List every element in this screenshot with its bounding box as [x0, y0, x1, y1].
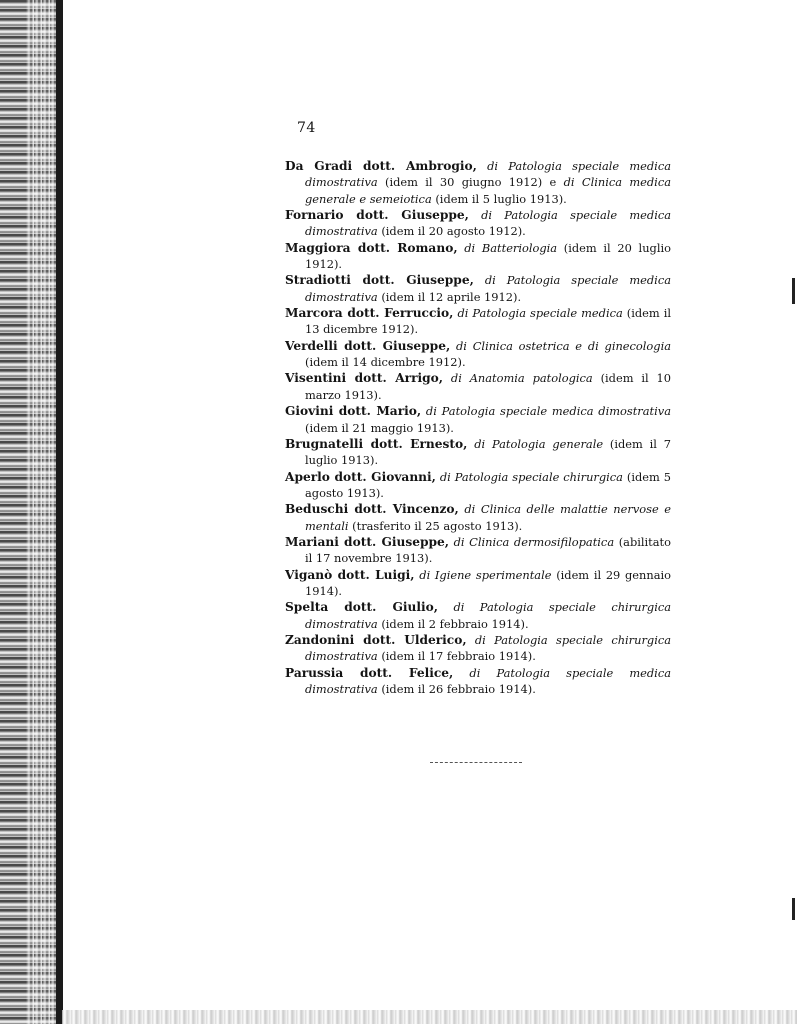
person-name: Parussia dott. Felice, [285, 665, 454, 680]
subject: di Patologia generale [474, 436, 604, 451]
subject: di Clinica ostetrica e di ginecologia [456, 338, 672, 353]
right-edge-mark [792, 898, 795, 920]
person-name: Aperlo dott. Giovanni, [285, 469, 436, 484]
date-note: (idem il 5 luglio 1913). [431, 191, 567, 206]
list-item [285, 305, 671, 338]
list-item [285, 501, 671, 534]
date-note: (abilitato il 17 novembre 1913). [305, 534, 671, 566]
person-name: Beduschi dott. Vincenzo, [285, 502, 459, 517]
list-item [285, 665, 671, 698]
subject: di Patologia speciale medica [457, 306, 623, 321]
person-name: Viganò dott. Luigi, [285, 567, 415, 582]
list-item [285, 403, 671, 436]
date-note: (idem il 20 agosto 1912). [377, 224, 526, 239]
binding-edge [0, 0, 62, 1024]
list-item [285, 469, 671, 502]
person-name: Visentini dott. Arrigo, [285, 371, 444, 386]
subject: di Clinica dermosifilopatica [453, 534, 615, 549]
subject: di Patologia speciale medica dimostrativa [305, 665, 671, 696]
list-item [285, 567, 671, 600]
subject: di Patologia speciale chirurgica dimostrativa [305, 600, 672, 631]
date-note: (idem il 26 febbraio 1914). [377, 682, 536, 696]
date-note: (trasferito il 25 agosto 1913). [348, 518, 523, 533]
list-item [285, 632, 671, 665]
subject: di Patologia speciale chirurgica [439, 469, 623, 484]
date-note: (idem il 12 aprile 1912). [377, 289, 522, 304]
list-item [285, 158, 671, 207]
date-note: (idem il 14 dicembre 1912). [305, 355, 466, 370]
list-item [285, 338, 671, 371]
date-note: (idem il 7 luglio 1913). [305, 436, 671, 468]
person-name: Verdelli dott. Giuseppe, [285, 338, 451, 353]
person-name: Stradiotti dott. Giuseppe, [285, 273, 474, 288]
subject: di Batteriologia [464, 240, 558, 255]
list-item [285, 599, 671, 632]
list-item [285, 272, 671, 305]
date-note: (idem il 17 febbraio 1914). [377, 649, 536, 664]
date-note: (idem il 21 maggio 1913). [305, 420, 454, 435]
person-name: Zandonini dott. Ulderico, [285, 632, 467, 647]
person-name: Mariani dott. Giuseppe, [285, 534, 449, 549]
entry-list [285, 158, 671, 697]
person-name: Da Gradi dott. Ambrogio, [285, 159, 477, 173]
date-note: (idem il 30 giugno 1912) e [377, 175, 564, 190]
subject: di Patologia speciale medica dimostrativa [305, 159, 671, 190]
list-item [285, 207, 671, 240]
subject: di Patologia speciale chirurgica dimostrativa [305, 632, 672, 664]
subject: di Clinica delle malattie nervose e mentali [305, 502, 671, 533]
person-name: Giovini dott. Mario, [285, 404, 422, 419]
date-note: (idem il 2 febbraio 1914). [377, 616, 529, 631]
subject: di Patologia speciale medica dimostrativa [305, 273, 671, 304]
list-item [285, 370, 671, 403]
bottom-page-edge [62, 1010, 797, 1024]
list-item [285, 436, 671, 469]
list-item [285, 534, 671, 567]
date-note: (idem il 29 gennaio 1914). [305, 567, 672, 598]
right-edge-mark [792, 278, 795, 304]
date-note: (idem il 10 marzo 1913). [305, 371, 671, 402]
date-note: (idem il 20 luglio 1912). [305, 240, 671, 272]
subject: di Anatomia patologica [450, 371, 593, 386]
person-name: Maggiora dott. Romano, [285, 240, 458, 255]
person-name: Spelta dott. Giulio, [285, 600, 439, 615]
page-number: 74 [297, 120, 316, 136]
end-rule [430, 762, 522, 763]
person-name: Fornario dott. Giuseppe, [285, 208, 469, 223]
binding-shadow [56, 0, 63, 1024]
subject: di Igiene sperimentale [419, 567, 552, 582]
person-name: Brugnatelli dott. Ernesto, [285, 436, 468, 451]
subject: di Clinica medica generale e semeiotica [305, 175, 671, 206]
date-note: (idem il 13 dicembre 1912). [305, 306, 672, 337]
person-name: Marcora dott. Ferruccio, [285, 306, 454, 321]
subject: di Patologia speciale medica dimostrativa [305, 208, 672, 239]
subject: di Patologia speciale medica dimostrativa [425, 404, 671, 419]
date-note: (idem 5 agosto 1913). [305, 469, 671, 500]
list-item [285, 240, 671, 273]
